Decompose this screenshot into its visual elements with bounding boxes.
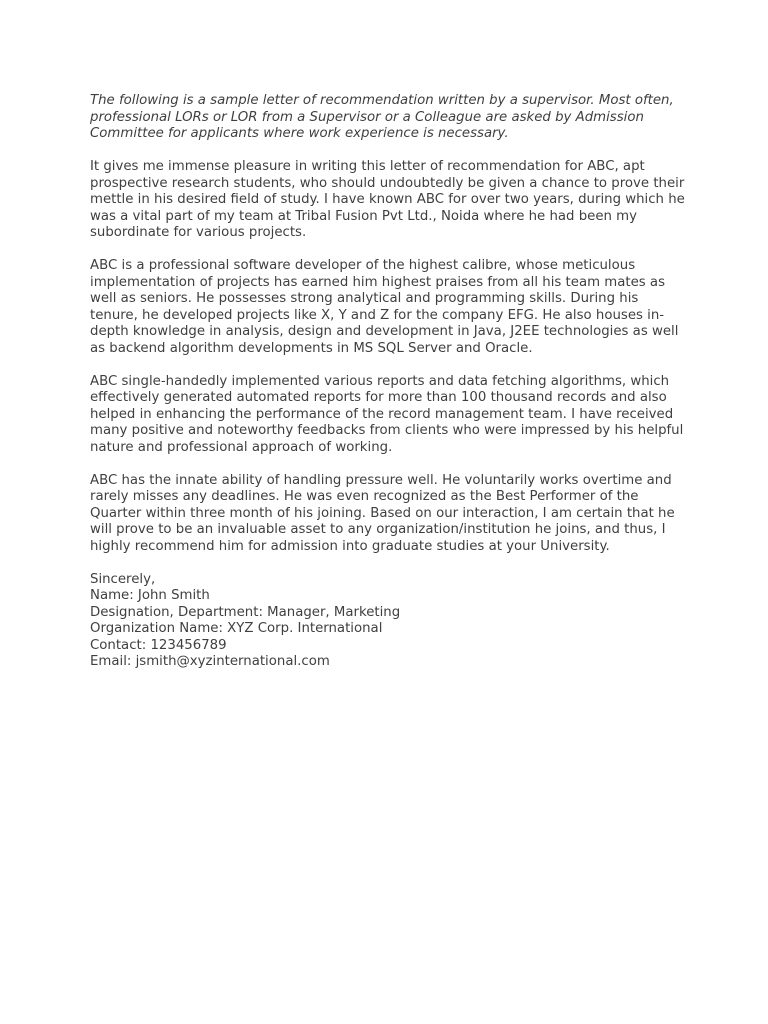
signer-name: Name: John Smith bbox=[90, 588, 210, 603]
paragraph-achievements: ABC single-handedly implemented various reports and data fetching algorithms, which effectively generated automated reports for more than 100 thousand records and also helped in enhancing the performance of the record management team. I have received many positive and noteworthy feedbacks from clients who were impressed by his helpful nature and professional approach of working. bbox=[90, 373, 684, 455]
letter-body bbox=[90, 93, 690, 671]
signer-designation: Designation, Department: Manager, Marketing bbox=[90, 604, 401, 620]
signer-contact: Contact: 123456789 bbox=[90, 637, 227, 653]
signer-email: Email: jsmith@xyzinternational.com bbox=[90, 654, 330, 669]
paragraph-skills: ABC is a professional software developer of the highest calibre, whose meticulous implementation of projects has earned him highest praises from all his team mates as well as seniors. He possesses strong analytical and programming skills. During his tenure, he developed projects like X, Y and Z for the company EFG. He also houses in-depth knowledge in analysis, design and development in Java, J2EE technologies as well as backend algorithm developments in MS SQL Server and Oracle. bbox=[90, 258, 679, 356]
intro-note: The following is a sample letter of recommendation written by a supervisor. Most often, professional LORs or LOR from a Supervisor or a Colleague are asked by Admission Committee for applicants where work experience is necessary. bbox=[90, 93, 674, 141]
closing-line: Sincerely, bbox=[90, 571, 156, 587]
paragraph-introduction: It gives me immense pleasure in writing this letter of recommendation for ABC, apt prospective research students, who should undoubtedly be given a chance to prove their mettle in his desired field of study. I have known ABC for over two years, during which he was a vital part of my team at Tribal Fusion Pvt Ltd., Noida where he had been my subordinate for various projects. bbox=[90, 159, 685, 240]
paragraph-recommendation: ABC has the innate ability of handling pressure well. He voluntarily works overtime and rarely misses any deadlines. He was even recognized as the Best Performer of the Quarter within three month of his joining. Based on our interaction, I am certain that he will prove to be an invaluable asset to any organization/institution he joins, and thus, I highly recommend him for admission into graduate studies at your University. bbox=[90, 472, 675, 554]
signer-organization: Organization Name: XYZ Corp. International bbox=[90, 621, 383, 636]
signature-block bbox=[90, 572, 690, 671]
